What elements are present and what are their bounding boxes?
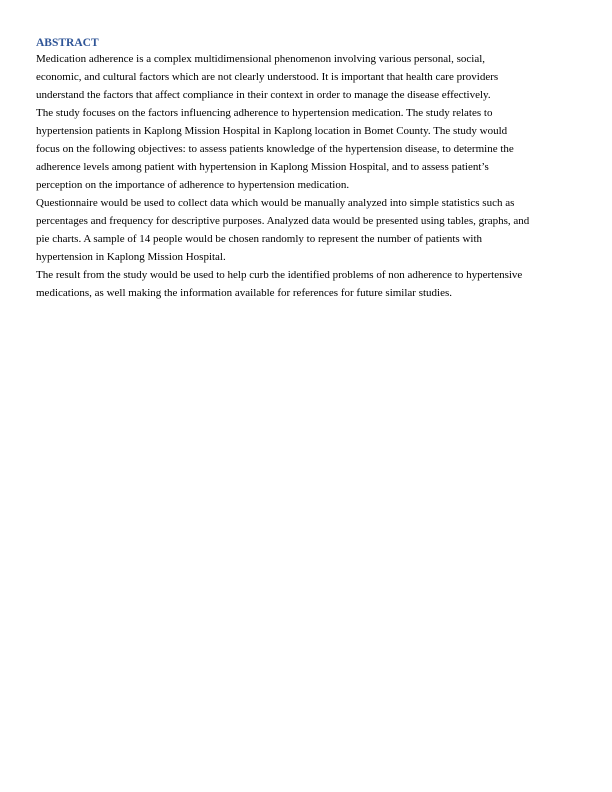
abstract-paragraph (36, 194, 581, 266)
text-line: hypertension in Kaplong Mission Hospital. (36, 251, 226, 263)
text-line: Medication adherence is a complex multidimensional phenomenon involving various personal, social, (36, 53, 486, 65)
abstract-paragraph (36, 266, 581, 302)
text-line: percentages and frequency for descriptive purposes. Analyzed data would be presented using tables, graphs, and (36, 215, 530, 227)
text-line: adherence levels among patient with hypertension in Kaplong Mission Hospital, and to assess patient’s (36, 161, 489, 173)
abstract-heading: ABSTRACT (36, 37, 99, 49)
text-line: economic, and cultural factors which are not clearly understood. It is important that health care providers (36, 71, 499, 83)
text-line: hypertension patients in Kaplong Mission Hospital in Kaplong location in Bomet County. The study would (36, 125, 508, 137)
abstract-body (36, 50, 581, 302)
text-line: focus on the following objectives: to assess patients knowledge of the hypertension disease, to determine the (36, 143, 514, 155)
text-line: Questionnaire would be used to collect data which would be manually analyzed into simple statistics such as (36, 197, 515, 209)
text-line: medications, as well making the information available for references for future similar studies. (36, 287, 453, 299)
text-line: pie charts. A sample of 14 people would be chosen randomly to represent the number of patients with (36, 233, 482, 245)
text-line: perception on the importance of adherence to hypertension medication. (36, 179, 350, 191)
abstract-paragraph (36, 50, 581, 104)
abstract-section (36, 36, 581, 302)
abstract-paragraph (36, 104, 581, 194)
text-line: The study focuses on the factors influencing adherence to hypertension medication. The study relates to (36, 107, 493, 119)
text-line: The result from the study would be used to help curb the identified problems of non adherence to hypertensive (36, 269, 523, 281)
text-line: understand the factors that affect compliance in their context in order to manage the disease effectively. (36, 89, 491, 101)
